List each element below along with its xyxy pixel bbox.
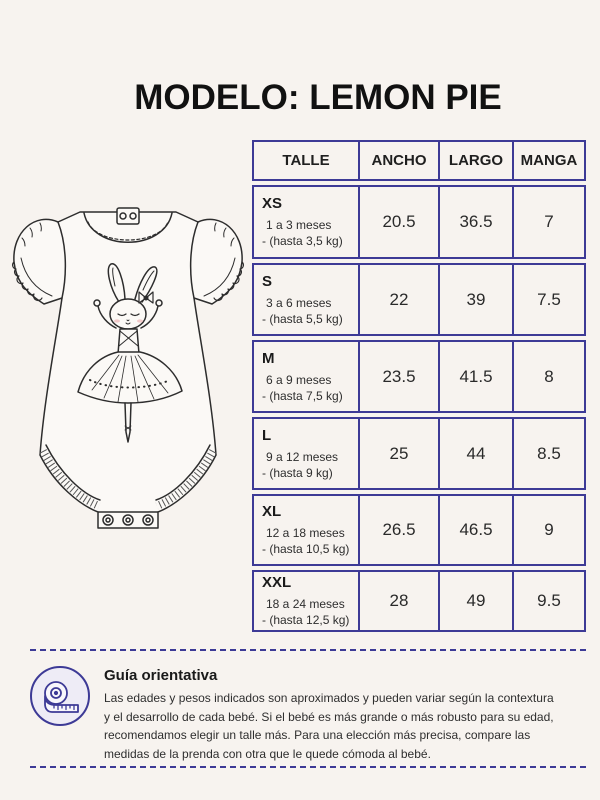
ancho-value: 23.5 bbox=[358, 342, 438, 411]
ancho-value: 20.5 bbox=[358, 187, 438, 257]
manga-value: 8.5 bbox=[512, 419, 584, 488]
header-ancho: ANCHO bbox=[358, 142, 438, 179]
dashed-divider-bottom bbox=[30, 766, 586, 768]
size-cell bbox=[254, 496, 358, 564]
largo-value: 46.5 bbox=[438, 496, 512, 564]
weight-range: - (hasta 9 kg) bbox=[262, 465, 333, 480]
ancho-value: 22 bbox=[358, 265, 438, 334]
weight-range: - (hasta 12,5 kg) bbox=[262, 613, 350, 627]
largo-value: 44 bbox=[438, 419, 512, 488]
manga-value: 7.5 bbox=[512, 265, 584, 334]
guide-title: Guía orientativa bbox=[104, 667, 218, 684]
ancho-value: 25 bbox=[358, 419, 438, 488]
weight-range: - (hasta 7,5 kg) bbox=[262, 388, 343, 403]
table-row bbox=[252, 263, 586, 336]
guide-line: Las edades y pesos indicados son aproximados y pueden variar según la contextura bbox=[104, 691, 554, 705]
size-label: XS bbox=[262, 195, 283, 212]
size-label: M bbox=[262, 349, 275, 367]
weight-range: - (hasta 5,5 kg) bbox=[262, 311, 343, 326]
age-range: 18 a 24 meses bbox=[266, 597, 345, 611]
largo-value: 39 bbox=[438, 265, 512, 334]
size-cell bbox=[254, 187, 358, 257]
bunny-bodice bbox=[118, 329, 139, 354]
size-cell bbox=[254, 572, 358, 630]
guide-line: recomendamos elegir un talle más. Para una elección más precisa, compare las bbox=[104, 728, 531, 742]
guide-line: medidas de la prenda con otra que le quede cómoda al bebé. bbox=[104, 746, 431, 761]
manga-value: 7 bbox=[512, 187, 584, 257]
dashed-divider-top bbox=[30, 649, 586, 651]
size-label: XXL bbox=[262, 574, 292, 591]
age-range: 1 a 3 meses bbox=[266, 218, 332, 232]
age-range: 12 a 18 meses bbox=[266, 526, 345, 540]
weight-range: - (hasta 3,5 kg) bbox=[262, 234, 343, 248]
age-range: 6 a 9 meses bbox=[266, 372, 332, 387]
header-talle: TALLE bbox=[282, 152, 330, 169]
size-label: XL bbox=[262, 503, 282, 520]
size-label: L bbox=[262, 426, 272, 444]
header-manga: MANGA bbox=[512, 142, 584, 179]
ancho-value: 26.5 bbox=[358, 496, 438, 564]
table-row bbox=[252, 494, 586, 566]
manga-value: 9 bbox=[512, 496, 584, 564]
table-row bbox=[252, 340, 586, 413]
size-cell bbox=[254, 265, 358, 334]
manga-value: 8 bbox=[512, 342, 584, 411]
table-row bbox=[252, 417, 586, 490]
size-table bbox=[252, 140, 586, 632]
size-label: S bbox=[262, 272, 273, 290]
manga-value: 9.5 bbox=[512, 572, 584, 630]
size-cell bbox=[254, 419, 358, 488]
guide-paragraph bbox=[104, 689, 554, 763]
page-title: MODELO: LEMON PIE bbox=[134, 78, 502, 117]
table-header-row bbox=[252, 140, 586, 181]
weight-range: - (hasta 10,5 kg) bbox=[262, 542, 350, 556]
largo-value: 41.5 bbox=[438, 342, 512, 411]
table-row bbox=[252, 185, 586, 259]
ancho-value: 28 bbox=[358, 572, 438, 630]
largo-value: 49 bbox=[438, 572, 512, 630]
onesie-illustration bbox=[0, 195, 250, 535]
guide-line: y el desarrollo de cada bebé. Si el bebé es más grande o más robusto para su edad, bbox=[104, 709, 554, 724]
header-largo: LARGO bbox=[438, 142, 512, 179]
age-range: 3 a 6 meses bbox=[266, 295, 332, 310]
table-row bbox=[252, 570, 586, 632]
largo-value: 36.5 bbox=[438, 187, 512, 257]
size-cell bbox=[254, 342, 358, 411]
measuring-tape-icon bbox=[28, 664, 92, 728]
age-range: 9 a 12 meses bbox=[266, 449, 339, 464]
